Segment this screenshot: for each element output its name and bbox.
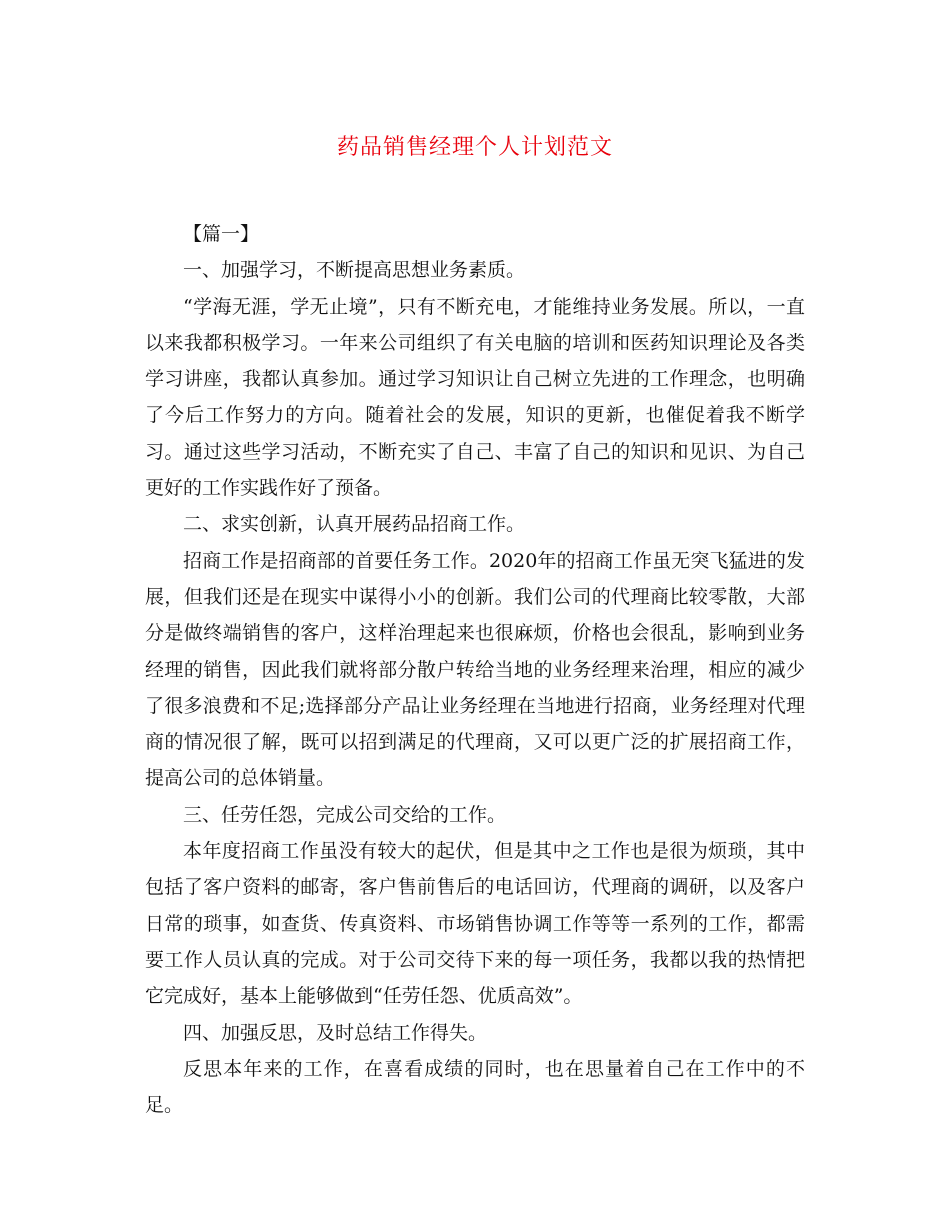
section-marker: 【篇一】 bbox=[183, 223, 260, 245]
document-title: 药品销售经理个人计划范文 bbox=[336, 135, 613, 160]
body-paragraph-4: 反思本年来的工作，在喜看成绩的同时，也在思量着自己在工作中的不足。 bbox=[145, 1057, 805, 1117]
section-heading-1: 一、加强学习，不断提高思想业务素质。 bbox=[183, 259, 526, 282]
section-heading-2: 二、求实创新，认真开展药品招商工作。 bbox=[183, 513, 526, 536]
body-paragraph-3: 本年度招商工作虽没有较大的起伏，但是其中之工作也是很为烦琐，其中包括了客户资料的邮寄，客户售前售后的电话回访，代理商的调研，以及客户日常的琐事，如查货、传真资料、市场销售协调工作等等一系列的工作，都需要工作人员认真的完成。对于公司交待下来的每一项任务，我都以我的热情把它完成好，基本上能够做到“任劳任怨、优质高效”。 bbox=[145, 840, 805, 1008]
section-heading-3: 三、任劳任怨，完成公司交给的工作。 bbox=[183, 803, 507, 826]
body-paragraph-2: 招商工作是招商部的首要任务工作。2020年的招商工作虽无突飞猛进的发展，但我们还是在现实中谋得小小的创新。我们公司的代理商比较零散，大部分是做终端销售的客户，这样治理起来也很麻烦，价格也会很乱，影响到业务经理的销售，因此我们就将部分散户转给当地的业务经理来治理，相应的减少了很多浪费和不足;选择部分产品让业务经理在当地进行招商，业务经理对代理商的情况很了解，既可以招到满足的代理商，又可以更广泛的扩展招商工作，提高公司的总体销量。 bbox=[145, 549, 805, 790]
document-body bbox=[145, 216, 805, 1123]
body-paragraph-1: “学海无涯，学无止境”，只有不断充电，才能维持业务发展。所以，一直以来我都积极学习。一年来公司组织了有关电脑的培训和医药知识理论及各类学习讲座，我都认真参加。通过学习知识让自己树立先进的工作理念，也明确了今后工作努力的方向。随着社会的发展，知识的更新，也催促着我不断学习。通过这些学习活动，不断充实了自己、丰富了自己的知识和见识、为自己更好的工作实践作好了预备。 bbox=[145, 295, 805, 500]
section-heading-4: 四、加强反思，及时总结工作得失。 bbox=[183, 1021, 488, 1044]
